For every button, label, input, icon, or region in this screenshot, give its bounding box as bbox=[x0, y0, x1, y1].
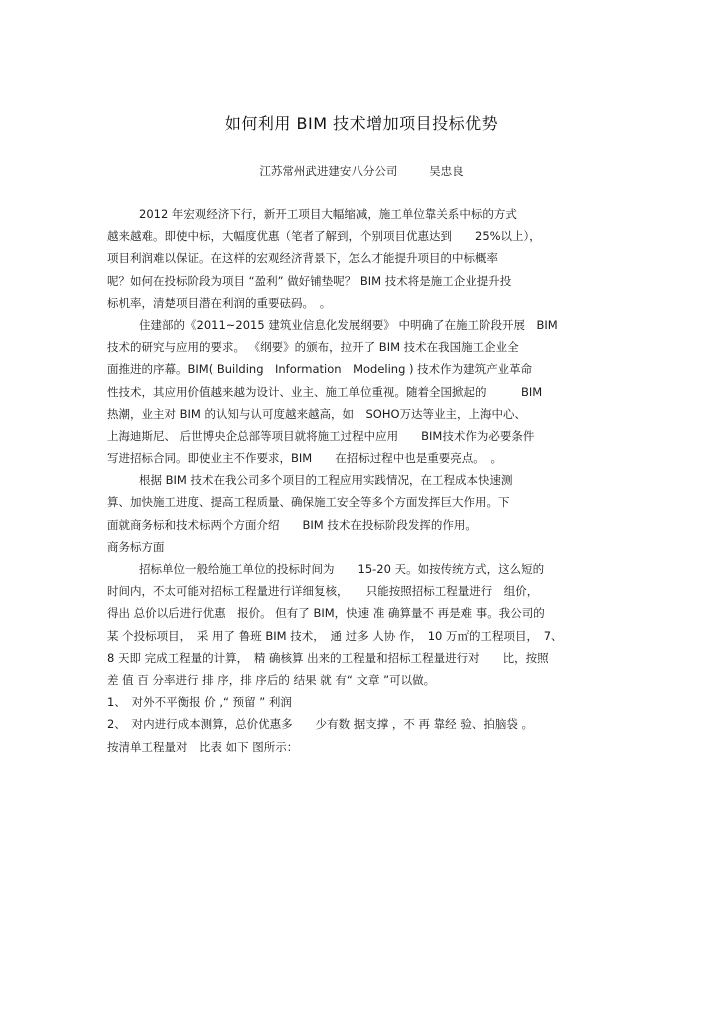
author-organization: 江苏常州武进建安八分公司 bbox=[259, 164, 398, 178]
author-line bbox=[0, 162, 723, 180]
text-line: 得出 总价以后进行优惠 报价。 但有了 BIM，快速 准 确算量不 再是难 事。我公司的 bbox=[107, 606, 545, 621]
text-line: 标机率，清楚项目潜在利润的重要砝码。 。 bbox=[107, 295, 332, 310]
author-name: 吴忠良 bbox=[429, 164, 464, 178]
text-line: 热潮，业主对 BIM 的认知与认可度越来越高，如 SOHO万达等业主，上海中心、 bbox=[107, 406, 527, 421]
text-line: 时间内，不太可能对招标工程量进行详细复核， 只能按照招标工程量进行 组价， bbox=[107, 584, 539, 599]
text-line: 性技术，其应用价值越来越为设计、业主、施工单位重视。随着全国掀起的 BIM bbox=[107, 384, 543, 399]
text-line: 某 个投标项目， 采 用了 鲁班 BIM 技术， 通 过多 人协 作， 10 万㎡的工程项目， 7、 bbox=[107, 628, 563, 643]
text-line: 8 天即 完成工程量的计算， 精 确核算 出来的工程量和招标工程量进行对 比，按照 bbox=[107, 650, 549, 665]
text-line: 呢？如何在投标阶段为项目 “盈利” 做好铺垫呢？ BIM 技术将是施工企业提升投 bbox=[107, 273, 512, 288]
body-text bbox=[107, 203, 622, 758]
text-line: 技术的研究与应用的要求。 《纲要》的颁布，拉开了 BIM 技术在我国施工企业全 bbox=[107, 340, 519, 355]
document-title: 如何利用 BIM 技术增加项目投标优势 bbox=[224, 114, 499, 133]
text-line: 项目利润难以保证。在这样的宏观经济背景下，怎么才能提升项目的中标概率 bbox=[107, 251, 498, 266]
text-line: 根据 BIM 技术在我公司多个项目的工程应用实践情况，在工程成本快速测 bbox=[139, 473, 513, 488]
text-line: 上海迪斯尼、 后世博央企总部等项目就将施工过程中应用 BIM技术作为必要条件 bbox=[107, 428, 535, 443]
text-line: 写进招标合同。即使业主不作要求，BIM 在招标过程中也是重要亮点。 。 bbox=[107, 451, 502, 466]
text-line: 住建部的《2011~2015 建筑业信息化发展纲要》 中明确了在施工阶段开展 BIM bbox=[139, 317, 558, 332]
text-line: 按清单工程量对 比表 如下 图所示： bbox=[107, 739, 299, 754]
text-line: 2012 年宏观经济下行，新开工项目大幅缩减，施工单位靠关系中标的方式 bbox=[139, 207, 517, 221]
text-line: 2、 对内进行成本测算，总价优惠多 少有数 据支撑 ，不 再 靠经 验、拍脑袋 。 bbox=[107, 717, 533, 732]
text-line: 商务标方面 bbox=[107, 539, 165, 554]
text-line: 招标单位一般给施工单位的投标时间为 15-20 天。如按传统方式，这么短的 bbox=[139, 562, 545, 576]
text-line: 算、加快施工进度、提高工程质量、确保施工安全等多个方面发挥巨大作用。下 bbox=[107, 495, 510, 510]
text-line: 1、 对外不平衡报 价 ,“ 预留 ” 利润 bbox=[107, 695, 292, 710]
text-line: 面推进的序幕。BIM( Building Information Modeling ) 技术作为建筑产业革命 bbox=[107, 362, 533, 377]
text-line: 差 值 百 分率进行 排 序，排 序后的 结果 就 有“ 文章 ”可以做。 bbox=[107, 672, 436, 687]
text-line: 面就商务标和技术标两个方面介绍 BIM 技术在投标阶段发挥的作用。 bbox=[107, 517, 477, 532]
text-line: 越来越难。即使中标，大幅度优惠（笔者了解到，个别项目优惠达到 25%以上）， bbox=[107, 229, 541, 244]
